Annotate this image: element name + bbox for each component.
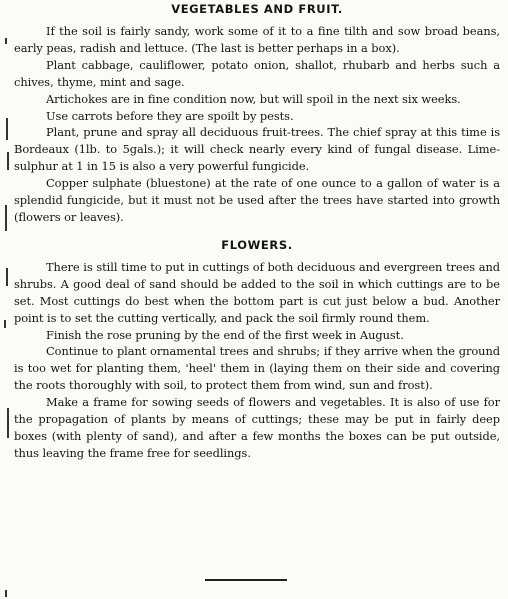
- paragraph-seed-frame: Make a frame for sowing seeds of flowers and vegetables. It is also of use for the propagation of plants by means of cuttings; these may be put in fairly deep boxes (with plenty of sand), and after a few months the boxes can be put outside, thus leaving the frame free for seedlings.: [14, 395, 500, 460]
- margin-mark: [5, 38, 7, 44]
- end-rule: [205, 579, 287, 581]
- margin-mark: [6, 118, 8, 140]
- paragraph-carrots: Use carrots before they are spoilt by pests.: [46, 108, 294, 123]
- paragraph-ornamental-trees: Continue to plant ornamental trees and shrubs; if they arrive when the ground is too wet for planting them, 'heel' them in (laying them on their side and covering the roots thoroughly with soil, to protect them from wind, sun and frost).: [14, 344, 500, 393]
- paragraph-plant-cabbage: Plant cabbage, cauliflower, potato onion, shallot, rhubarb and herbs such a chives, thyme, mint and sage.: [14, 57, 500, 89]
- section-heading-flowers: FLOWERS.: [221, 237, 293, 252]
- paragraph-cuttings: There is still time to put in cuttings of both deciduous and evergreen trees and shrubs. A good deal of sand should be added to the soil in which cuttings are to be set. Most cuttings do best when the bottom part is cut just below a bud. Another point is to set the cutting vertically, and pack the soil firmly round them.: [14, 259, 500, 325]
- margin-mark: [7, 152, 9, 170]
- paragraph-artichokes: Artichokes are in fine condition now, but will spoil in the next six weeks.: [46, 91, 461, 106]
- margin-mark: [7, 408, 9, 438]
- margin-mark: [4, 320, 6, 328]
- paragraph-rose-pruning: Finish the rose pruning by the end of the first week in August.: [46, 327, 404, 342]
- article-column: [14, 0, 500, 462]
- margin-mark: [6, 268, 8, 286]
- section-heading-vegetables: VEGETABLES AND FRUIT.: [171, 2, 343, 16]
- paragraph-sandy-soil: If the soil is fairly sandy, work some of it to a fine tilth and sow broad beans, early peas, radish and lettuce. (The last is better perhaps in a box).: [14, 24, 500, 55]
- margin-mark: [5, 205, 7, 231]
- paragraph-fruit-trees: Plant, prune and spray all deciduous fruit-trees. The chief spray at this time is Bordeaux (1lb. to 5gals.); it will check nearly every kind of fungal disease. Lime-sulphur at 1 in 15 is also a very powerful fungicide.: [14, 125, 500, 174]
- paragraph-copper-sulphate: Copper sulphate (bluestone) at the rate of one ounce to a gallon of water is a splendid fungicide, but it must not be used after the trees have started into growth (flowers or leaves).: [14, 176, 500, 224]
- margin-mark: [5, 590, 7, 597]
